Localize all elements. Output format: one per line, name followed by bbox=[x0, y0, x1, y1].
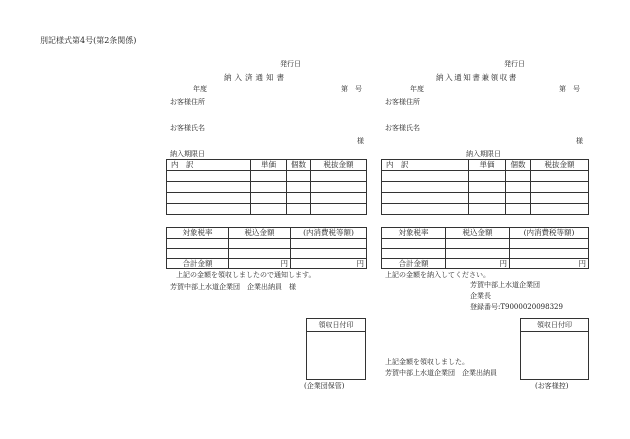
right-honorific: 様 bbox=[576, 137, 583, 145]
table-row bbox=[382, 204, 589, 215]
total-label: 合計金額 bbox=[167, 259, 229, 269]
right-address-label: お客様住所 bbox=[385, 98, 420, 106]
tax-header-rate: 対象税率 bbox=[167, 228, 229, 239]
right-received-notice: 上記金額を領収しました。 bbox=[385, 358, 469, 366]
tax-header-tax-amount: (内消費税等額) bbox=[291, 228, 367, 239]
table-row bbox=[382, 182, 589, 193]
right-title: 納入通知書兼領収書 bbox=[436, 73, 518, 82]
right-registration-number: 登録番号:T9000020098329 bbox=[470, 303, 563, 311]
left-address-label: お客様住所 bbox=[170, 98, 205, 106]
table-row bbox=[167, 171, 367, 182]
right-due-label: 納入期限日 bbox=[466, 150, 501, 158]
left-issue-date-label: 発行日 bbox=[280, 60, 301, 68]
total-yen: 円 bbox=[229, 259, 291, 269]
right-year-label: 年度 bbox=[410, 85, 424, 93]
table-header-row bbox=[167, 228, 367, 239]
left-number-label: 第 号 bbox=[341, 85, 362, 93]
items-header-detail: 内 訳 bbox=[167, 160, 251, 171]
table-header-row bbox=[382, 228, 589, 239]
right-received-org: 芳賀中部上水道企業団 企業出納員 bbox=[385, 369, 497, 377]
left-stamp-label: 領収日付印 bbox=[307, 319, 365, 332]
table-row bbox=[382, 249, 589, 259]
table-row bbox=[382, 193, 589, 204]
form-id: 別記様式第4号(第2条関係) bbox=[40, 36, 137, 45]
total-label: 合計金額 bbox=[382, 259, 446, 269]
tax-yen: 円 bbox=[291, 259, 367, 269]
left-keep-label: (企業団保管) bbox=[304, 382, 345, 390]
table-header-row bbox=[167, 160, 367, 171]
items-header-quantity: 個数 bbox=[506, 160, 531, 171]
tax-header-incl-amount: 税込金額 bbox=[229, 228, 291, 239]
left-honorific: 様 bbox=[357, 137, 364, 145]
right-keep-label: (お客様控) bbox=[535, 382, 569, 390]
right-notice: 上記の金額を納入してください。 bbox=[385, 271, 490, 279]
left-items-table bbox=[166, 159, 367, 215]
items-header-amount: 税抜金額 bbox=[531, 160, 589, 171]
left-due-label: 納入期限日 bbox=[170, 150, 205, 158]
tax-header-rate: 対象税率 bbox=[382, 228, 446, 239]
table-total-row bbox=[167, 259, 367, 269]
right-issuer-org: 芳賀中部上水道企業団 bbox=[470, 281, 540, 289]
items-header-detail: 内 訳 bbox=[382, 160, 469, 171]
left-stamp-box bbox=[306, 318, 366, 380]
left-year-label: 年度 bbox=[193, 85, 207, 93]
table-row bbox=[167, 239, 367, 249]
right-stamp-box bbox=[520, 318, 589, 380]
table-header-row bbox=[382, 160, 589, 171]
table-row bbox=[167, 204, 367, 215]
left-notice: 上記の金額を領収しましたので通知します。 bbox=[176, 271, 316, 279]
tax-header-tax-amount: (内消費税等額) bbox=[510, 228, 589, 239]
right-items-table bbox=[381, 159, 589, 215]
table-row bbox=[382, 171, 589, 182]
left-title: 納入済通知書 bbox=[224, 73, 287, 82]
left-tax-table bbox=[166, 227, 367, 269]
right-stamp-label: 領収日付印 bbox=[521, 319, 588, 332]
tax-yen: 円 bbox=[510, 259, 589, 269]
total-yen: 円 bbox=[446, 259, 510, 269]
table-row bbox=[167, 182, 367, 193]
table-row bbox=[167, 249, 367, 259]
right-issue-date-label: 発行日 bbox=[504, 60, 525, 68]
items-header-unit-price: 単価 bbox=[469, 160, 506, 171]
tax-header-incl-amount: 税込金額 bbox=[446, 228, 510, 239]
right-name-label: お客様氏名 bbox=[385, 124, 420, 132]
items-header-quantity: 個数 bbox=[287, 160, 311, 171]
right-number-label: 第 号 bbox=[559, 85, 580, 93]
items-header-unit-price: 単価 bbox=[251, 160, 287, 171]
right-tax-table bbox=[381, 227, 589, 269]
table-row bbox=[382, 239, 589, 249]
right-issuer-title: 企業長 bbox=[470, 292, 491, 300]
left-name-label: お客様氏名 bbox=[170, 124, 205, 132]
left-org-line: 芳賀中部上水道企業団 企業出納員 様 bbox=[170, 283, 296, 291]
table-row bbox=[167, 193, 367, 204]
items-header-amount: 税抜金額 bbox=[311, 160, 367, 171]
table-total-row bbox=[382, 259, 589, 269]
